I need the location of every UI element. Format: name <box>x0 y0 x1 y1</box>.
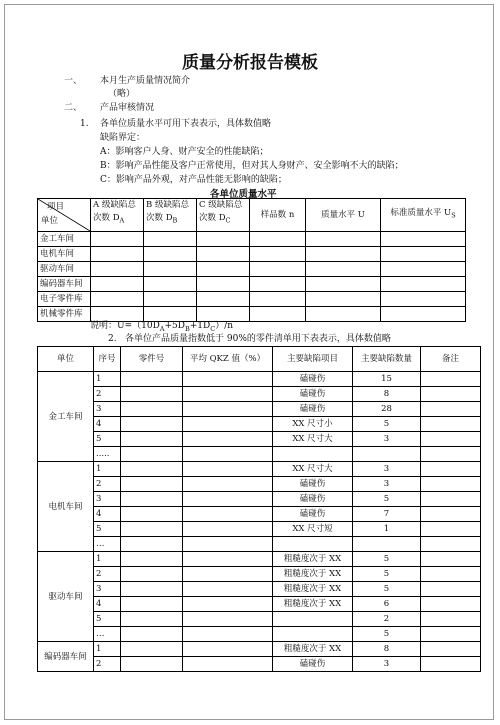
table-row <box>38 462 481 477</box>
header-a-defects: A 级缺陷总次数 $D_A$ <box>91 199 144 232</box>
table-row <box>38 232 466 247</box>
table-row <box>38 247 466 262</box>
remarks-cell <box>421 447 481 462</box>
defect-cell <box>273 537 353 552</box>
header-remarks: 备注 <box>421 347 481 372</box>
remarks-cell <box>421 567 481 582</box>
seq-cell: 4 <box>94 507 121 522</box>
unit-cell: 驱动车间 <box>38 552 94 642</box>
defect-cell: XX 尺寸大 <box>273 462 353 477</box>
avg-qkz-cell <box>183 462 273 477</box>
count-cell: 5 <box>353 492 421 507</box>
avg-qkz-cell <box>183 402 273 417</box>
count-cell: 6 <box>353 597 421 612</box>
item-1-number: 1. <box>80 119 89 129</box>
seq-cell: 5 <box>94 522 121 537</box>
defect-cell: XX 尺寸大 <box>273 432 353 447</box>
remarks-cell <box>421 522 481 537</box>
table-row <box>38 642 481 657</box>
seq-cell: 1 <box>94 642 121 657</box>
remarks-cell <box>421 612 481 627</box>
defect-cell: 磕碰伤 <box>273 492 353 507</box>
count-cell: 3 <box>353 432 421 447</box>
table-row <box>38 492 481 507</box>
defect-cell: 粗糙度次于 XX <box>273 582 353 597</box>
avg-qkz-cell <box>183 612 273 627</box>
part-no-cell <box>121 402 183 417</box>
count-cell: 5 <box>353 417 421 432</box>
seq-cell: 3 <box>94 582 121 597</box>
item-1-text: 各单位质量水平可用下表表示，具体数值略 <box>100 119 272 129</box>
remarks-cell <box>421 657 481 672</box>
avg-qkz-cell <box>183 432 273 447</box>
table-row <box>38 522 481 537</box>
defect-cell: 粗糙度次于 XX <box>273 552 353 567</box>
defect-cell <box>273 627 353 642</box>
seq-cell: 1 <box>94 372 121 387</box>
seq-cell: … <box>94 537 121 552</box>
table-row <box>38 627 481 642</box>
part-no-cell <box>121 567 183 582</box>
seq-cell: 2 <box>94 567 121 582</box>
table-2-header-row <box>38 347 481 372</box>
defect-cell: XX 尺寸短 <box>273 522 353 537</box>
unit-cell: 金工车间 <box>38 372 94 462</box>
corner-item-label: 项目 <box>46 202 64 212</box>
header-seq: 序号 <box>94 347 121 372</box>
avg-qkz-cell <box>183 477 273 492</box>
count-cell: 15 <box>353 372 421 387</box>
low-quality-parts-table <box>37 346 481 672</box>
remarks-cell <box>421 597 481 612</box>
avg-qkz-cell <box>183 447 273 462</box>
part-no-cell <box>121 552 183 567</box>
section-2-heading: 产品审核情况 <box>100 103 155 113</box>
formula-note: 说明：$U=(10D_A+5D_B+1D_C)/n$ <box>90 321 234 333</box>
count-cell: 5 <box>353 582 421 597</box>
table-row <box>38 477 481 492</box>
table-row <box>38 597 481 612</box>
defect-cell: 磕碰伤 <box>273 477 353 492</box>
seq-cell: 1 <box>94 552 121 567</box>
table-row <box>38 292 466 307</box>
part-no-cell <box>121 537 183 552</box>
part-no-cell <box>121 417 183 432</box>
remarks-cell <box>421 642 481 657</box>
count-cell: 3 <box>353 462 421 477</box>
count-cell: 2 <box>353 612 421 627</box>
defect-cell: 粗糙度次于 XX <box>273 597 353 612</box>
avg-qkz-cell <box>183 567 273 582</box>
corner-unit-label: 单位 <box>41 216 59 226</box>
table-1-corner-cell <box>38 199 91 232</box>
part-no-cell <box>121 582 183 597</box>
count-cell: 3 <box>353 657 421 672</box>
avg-qkz-cell <box>183 492 273 507</box>
defect-cell <box>273 612 353 627</box>
unit-label: 电机车间 <box>38 247 91 262</box>
unit-label: 机械零件库 <box>38 307 91 322</box>
table-row <box>38 552 481 567</box>
item-2-number: 2. <box>108 334 117 344</box>
avg-qkz-cell <box>183 657 273 672</box>
remarks-cell <box>421 372 481 387</box>
part-no-cell <box>121 462 183 477</box>
header-defect-count: 主要缺陷数量 <box>353 347 421 372</box>
count-cell: 28 <box>353 402 421 417</box>
remarks-cell <box>421 507 481 522</box>
part-no-cell <box>121 372 183 387</box>
part-no-cell <box>121 507 183 522</box>
part-no-cell <box>121 642 183 657</box>
avg-qkz-cell <box>183 537 273 552</box>
count-cell: 8 <box>353 642 421 657</box>
unit-label: 编码器车间 <box>38 277 91 292</box>
avg-qkz-cell <box>183 507 273 522</box>
part-no-cell <box>121 612 183 627</box>
defect-cell: 粗糙度次于 XX <box>273 642 353 657</box>
remarks-cell <box>421 537 481 552</box>
avg-qkz-cell <box>183 522 273 537</box>
header-standard-level: 标准质量水平 $U_S$ <box>381 199 466 232</box>
remarks-cell <box>421 582 481 597</box>
defect-definition-label: 缺陷界定： <box>100 133 146 143</box>
seq-cell: … <box>94 627 121 642</box>
defect-cell: 磕碰伤 <box>273 507 353 522</box>
count-cell <box>353 537 421 552</box>
defect-cell: 粗糙度次于 XX <box>273 567 353 582</box>
defect-cell: 磕碰伤 <box>273 372 353 387</box>
part-no-cell <box>121 477 183 492</box>
table-row <box>38 447 481 462</box>
remarks-cell <box>421 387 481 402</box>
remarks-cell <box>421 432 481 447</box>
table-row <box>38 432 481 447</box>
quality-level-table <box>37 198 466 322</box>
defect-c-definition: C：影响产品外观，对产品性能无影响的缺陷； <box>100 175 287 185</box>
remarks-cell <box>421 477 481 492</box>
avg-qkz-cell <box>183 582 273 597</box>
unit-cell: 电机车间 <box>38 462 94 552</box>
unit-label: 金工车间 <box>38 232 91 247</box>
table-row <box>38 372 481 387</box>
defect-cell: XX 尺寸小 <box>273 417 353 432</box>
seq-cell: 1 <box>94 462 121 477</box>
table-row <box>38 417 481 432</box>
unit-label: 电子零件库 <box>38 292 91 307</box>
part-no-cell <box>121 492 183 507</box>
seq-cell: 5 <box>94 612 121 627</box>
part-no-cell <box>121 447 183 462</box>
remarks-cell <box>421 417 481 432</box>
defect-b-definition: B：影响产品性能及客户正常使用，但对其人身财产、安全影响不大的缺陷； <box>100 161 404 171</box>
table-row <box>38 387 481 402</box>
remarks-cell <box>421 402 481 417</box>
header-avg-qkz: 平均 QKZ 值（%） <box>183 347 273 372</box>
count-cell: 5 <box>353 552 421 567</box>
count-cell: 1 <box>353 522 421 537</box>
seq-cell: 2 <box>94 477 121 492</box>
seq-cell: 2 <box>94 657 121 672</box>
unit-label: 驱动车间 <box>38 262 91 277</box>
unit-cell: 编码器车间 <box>38 642 94 672</box>
count-cell: 8 <box>353 387 421 402</box>
header-c-defects: C 级缺陷总次数 $D_C$ <box>197 199 250 232</box>
count-cell: 5 <box>353 627 421 642</box>
avg-qkz-cell <box>183 642 273 657</box>
remarks-cell <box>421 492 481 507</box>
defect-cell: 磕碰伤 <box>273 387 353 402</box>
avg-qkz-cell <box>183 372 273 387</box>
part-no-cell <box>121 597 183 612</box>
table-2-body <box>38 372 481 672</box>
defect-cell: 磕碰伤 <box>273 657 353 672</box>
remarks-cell <box>421 462 481 477</box>
seq-cell: 3 <box>94 402 121 417</box>
seq-cell: 2 <box>94 387 121 402</box>
section-1-heading: 本月生产质量情况简介 <box>100 76 191 86</box>
table-row <box>38 402 481 417</box>
table-1-caption: 各单位质量水平 <box>210 189 277 200</box>
seq-cell: 4 <box>94 597 121 612</box>
header-b-defects: B 级缺陷总次数 $D_B$ <box>144 199 197 232</box>
defect-a-definition: A：影响客户人身、财产安全的性能缺陷； <box>100 147 269 157</box>
seq-cell: ..... <box>94 447 121 462</box>
avg-qkz-cell <box>183 627 273 642</box>
avg-qkz-cell <box>183 552 273 567</box>
part-no-cell <box>121 387 183 402</box>
part-no-cell <box>121 522 183 537</box>
section-1-note: （略） <box>108 89 136 99</box>
count-cell: 7 <box>353 507 421 522</box>
header-main-defect: 主要缺陷项目 <box>273 347 353 372</box>
table-row <box>38 277 466 292</box>
avg-qkz-cell <box>183 417 273 432</box>
defect-cell <box>273 447 353 462</box>
header-quality-level: 质量水平 U <box>306 199 381 232</box>
table-row <box>38 657 481 672</box>
avg-qkz-cell <box>183 387 273 402</box>
page-title: 质量分析报告模板 <box>182 53 318 73</box>
count-cell: 5 <box>353 567 421 582</box>
remarks-cell <box>421 552 481 567</box>
seq-cell: 5 <box>94 432 121 447</box>
table-1-header-row <box>38 199 466 232</box>
section-2-number: 二、 <box>64 103 83 113</box>
table-row <box>38 507 481 522</box>
header-sample-count: 样品数 n <box>250 199 306 232</box>
seq-cell: 3 <box>94 492 121 507</box>
count-cell: 3 <box>353 477 421 492</box>
remarks-cell <box>421 627 481 642</box>
table-row <box>38 612 481 627</box>
table-row <box>38 567 481 582</box>
table-row <box>38 537 481 552</box>
item-2-text: 各单位产品质量指数低于 90%的零件清单用下表表示，具体数值略 <box>125 334 391 344</box>
header-unit: 单位 <box>38 347 94 372</box>
table-row <box>38 262 466 277</box>
count-cell <box>353 447 421 462</box>
seq-cell: 4 <box>94 417 121 432</box>
part-no-cell <box>121 627 183 642</box>
part-no-cell <box>121 657 183 672</box>
defect-cell: 磕碰伤 <box>273 402 353 417</box>
part-no-cell <box>121 432 183 447</box>
header-part-no: 零件号 <box>121 347 183 372</box>
table-row <box>38 582 481 597</box>
avg-qkz-cell <box>183 597 273 612</box>
section-1-number: 一、 <box>64 76 83 86</box>
